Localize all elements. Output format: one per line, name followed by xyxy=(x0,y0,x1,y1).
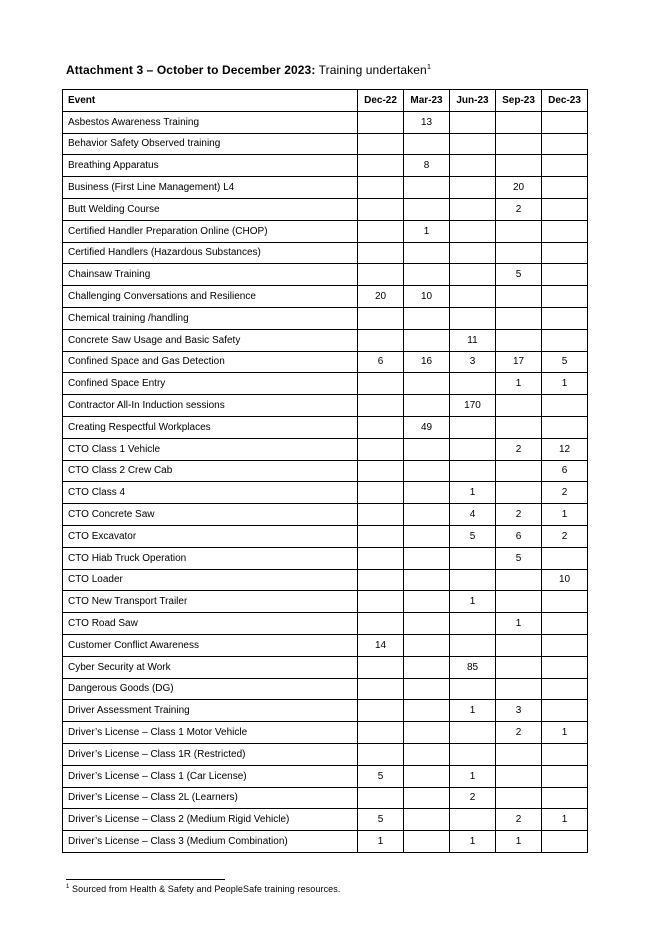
table-row xyxy=(63,831,588,853)
value-cell xyxy=(358,264,404,286)
table-row xyxy=(63,242,588,264)
value-cell xyxy=(404,547,450,569)
table-row xyxy=(63,569,588,591)
value-cell: 12 xyxy=(542,438,588,460)
value-cell xyxy=(450,460,496,482)
value-cell xyxy=(450,809,496,831)
value-cell xyxy=(450,569,496,591)
value-cell xyxy=(496,656,542,678)
value-cell: 5 xyxy=(358,809,404,831)
table-row xyxy=(63,656,588,678)
value-cell xyxy=(496,220,542,242)
value-cell xyxy=(358,155,404,177)
value-cell xyxy=(496,787,542,809)
value-cell xyxy=(496,416,542,438)
value-cell xyxy=(358,743,404,765)
table-row xyxy=(63,220,588,242)
value-cell xyxy=(404,373,450,395)
event-cell: Driver’s License – Class 1 (Car License) xyxy=(63,765,358,787)
value-cell xyxy=(542,787,588,809)
table-row xyxy=(63,809,588,831)
event-cell: Driver Assessment Training xyxy=(63,700,358,722)
value-cell xyxy=(358,177,404,199)
value-cell: 17 xyxy=(496,351,542,373)
value-cell xyxy=(542,831,588,853)
value-cell: 2 xyxy=(496,809,542,831)
event-cell: CTO Class 1 Vehicle xyxy=(63,438,358,460)
value-cell: 1 xyxy=(358,831,404,853)
value-cell xyxy=(450,198,496,220)
value-cell xyxy=(450,286,496,308)
value-cell: 6 xyxy=(358,351,404,373)
value-cell xyxy=(496,286,542,308)
table-row xyxy=(63,395,588,417)
value-cell xyxy=(404,198,450,220)
value-cell xyxy=(496,111,542,133)
value-cell: 10 xyxy=(404,286,450,308)
value-cell xyxy=(450,155,496,177)
event-cell: CTO Concrete Saw xyxy=(63,504,358,526)
value-cell xyxy=(404,307,450,329)
value-cell xyxy=(542,700,588,722)
footnote-text xyxy=(66,884,340,894)
value-cell: 5 xyxy=(450,525,496,547)
value-cell xyxy=(450,133,496,155)
value-cell xyxy=(404,678,450,700)
value-cell xyxy=(450,613,496,635)
value-cell xyxy=(358,787,404,809)
value-cell xyxy=(358,656,404,678)
column-header-sep23: Sep-23 xyxy=(496,90,542,112)
column-header-mar23: Mar-23 xyxy=(404,90,450,112)
event-cell: Concrete Saw Usage and Basic Safety xyxy=(63,329,358,351)
value-cell: 85 xyxy=(450,656,496,678)
event-cell: Certified Handlers (Hazardous Substances) xyxy=(63,242,358,264)
value-cell: 1 xyxy=(450,700,496,722)
value-cell: 20 xyxy=(358,286,404,308)
value-cell xyxy=(404,133,450,155)
table-row xyxy=(63,286,588,308)
value-cell xyxy=(542,395,588,417)
value-cell xyxy=(542,177,588,199)
value-cell xyxy=(542,613,588,635)
table-row xyxy=(63,591,588,613)
value-cell: 20 xyxy=(496,177,542,199)
value-cell: 2 xyxy=(542,525,588,547)
value-cell xyxy=(358,504,404,526)
value-cell xyxy=(542,198,588,220)
value-cell xyxy=(404,787,450,809)
value-cell: 49 xyxy=(404,416,450,438)
event-cell: Chainsaw Training xyxy=(63,264,358,286)
value-cell xyxy=(450,307,496,329)
value-cell xyxy=(404,264,450,286)
value-cell xyxy=(404,395,450,417)
value-cell xyxy=(450,743,496,765)
footnote-body: Sourced from Health & Safety and PeopleSafe training resources. xyxy=(69,884,341,894)
value-cell: 1 xyxy=(404,220,450,242)
table-row xyxy=(63,155,588,177)
event-cell: Chemical training /handling xyxy=(63,307,358,329)
value-cell xyxy=(358,307,404,329)
value-cell xyxy=(542,111,588,133)
value-cell: 2 xyxy=(542,482,588,504)
value-cell xyxy=(358,416,404,438)
value-cell: 2 xyxy=(496,504,542,526)
value-cell xyxy=(358,591,404,613)
value-cell xyxy=(496,765,542,787)
value-cell xyxy=(450,547,496,569)
event-cell: CTO New Transport Trailer xyxy=(63,591,358,613)
table-row xyxy=(63,329,588,351)
value-cell: 1 xyxy=(542,722,588,744)
value-cell xyxy=(450,438,496,460)
event-cell: Breathing Apparatus xyxy=(63,155,358,177)
value-cell xyxy=(404,591,450,613)
value-cell: 5 xyxy=(496,547,542,569)
value-cell xyxy=(542,155,588,177)
footnote-separator xyxy=(66,879,225,880)
column-header-event: Event xyxy=(63,90,358,112)
table-row xyxy=(63,722,588,744)
event-cell: Driver’s License – Class 1R (Restricted) xyxy=(63,743,358,765)
value-cell: 1 xyxy=(496,831,542,853)
event-cell: Confined Space Entry xyxy=(63,373,358,395)
event-cell: Butt Welding Course xyxy=(63,198,358,220)
value-cell xyxy=(496,591,542,613)
value-cell xyxy=(496,482,542,504)
event-cell: Creating Respectful Workplaces xyxy=(63,416,358,438)
value-cell xyxy=(450,722,496,744)
value-cell xyxy=(450,220,496,242)
value-cell xyxy=(404,743,450,765)
value-cell: 2 xyxy=(450,787,496,809)
value-cell xyxy=(358,242,404,264)
table-row xyxy=(63,678,588,700)
value-cell xyxy=(542,220,588,242)
value-cell: 1 xyxy=(496,373,542,395)
value-cell xyxy=(542,133,588,155)
page-title-bold: Attachment 3 – October to December 2023: xyxy=(66,63,316,77)
table-row xyxy=(63,743,588,765)
value-cell: 1 xyxy=(450,831,496,853)
value-cell xyxy=(450,416,496,438)
value-cell: 2 xyxy=(496,722,542,744)
table-row xyxy=(63,264,588,286)
value-cell xyxy=(542,591,588,613)
table-row xyxy=(63,198,588,220)
value-cell xyxy=(358,722,404,744)
value-cell xyxy=(404,613,450,635)
value-cell xyxy=(542,264,588,286)
value-cell xyxy=(404,177,450,199)
value-cell xyxy=(404,569,450,591)
event-cell: Dangerous Goods (DG) xyxy=(63,678,358,700)
table-body xyxy=(63,111,588,852)
event-cell: Certified Handler Preparation Online (CHOP) xyxy=(63,220,358,242)
column-header-dec22: Dec-22 xyxy=(358,90,404,112)
value-cell xyxy=(358,569,404,591)
value-cell xyxy=(358,460,404,482)
value-cell xyxy=(542,286,588,308)
event-cell: Customer Conflict Awareness xyxy=(63,634,358,656)
value-cell xyxy=(358,373,404,395)
value-cell xyxy=(542,678,588,700)
table-row xyxy=(63,525,588,547)
event-cell: Driver’s License – Class 1 Motor Vehicle xyxy=(63,722,358,744)
value-cell xyxy=(404,765,450,787)
value-cell: 16 xyxy=(404,351,450,373)
value-cell xyxy=(450,264,496,286)
value-cell xyxy=(542,656,588,678)
value-cell xyxy=(450,242,496,264)
value-cell xyxy=(358,678,404,700)
value-cell xyxy=(542,765,588,787)
value-cell xyxy=(496,242,542,264)
value-cell: 5 xyxy=(358,765,404,787)
value-cell xyxy=(542,743,588,765)
value-cell xyxy=(358,547,404,569)
value-cell: 2 xyxy=(496,438,542,460)
table-row xyxy=(63,547,588,569)
value-cell xyxy=(542,547,588,569)
page-title xyxy=(66,63,431,77)
value-cell xyxy=(404,460,450,482)
value-cell xyxy=(404,242,450,264)
value-cell: 3 xyxy=(450,351,496,373)
value-cell xyxy=(404,329,450,351)
value-cell xyxy=(358,329,404,351)
value-cell xyxy=(358,482,404,504)
value-cell xyxy=(404,809,450,831)
table-header-row xyxy=(63,90,588,112)
footnote-marker: 1 xyxy=(66,884,70,890)
value-cell xyxy=(358,525,404,547)
value-cell xyxy=(450,177,496,199)
value-cell: 5 xyxy=(496,264,542,286)
value-cell: 2 xyxy=(496,198,542,220)
event-cell: Challenging Conversations and Resilience xyxy=(63,286,358,308)
value-cell xyxy=(542,307,588,329)
value-cell xyxy=(542,242,588,264)
value-cell xyxy=(542,416,588,438)
value-cell: 1 xyxy=(450,591,496,613)
value-cell xyxy=(404,438,450,460)
value-cell: 11 xyxy=(450,329,496,351)
table-row xyxy=(63,460,588,482)
value-cell xyxy=(358,613,404,635)
value-cell xyxy=(496,743,542,765)
value-cell xyxy=(496,395,542,417)
column-header-jun23: Jun-23 xyxy=(450,90,496,112)
value-cell: 1 xyxy=(450,765,496,787)
value-cell xyxy=(358,198,404,220)
table-row xyxy=(63,504,588,526)
value-cell: 6 xyxy=(542,460,588,482)
event-cell: Contractor All-In Induction sessions xyxy=(63,395,358,417)
event-cell: Behavior Safety Observed training xyxy=(63,133,358,155)
value-cell xyxy=(542,634,588,656)
value-cell: 1 xyxy=(496,613,542,635)
value-cell xyxy=(496,329,542,351)
value-cell xyxy=(450,634,496,656)
value-cell xyxy=(404,482,450,504)
table-row xyxy=(63,613,588,635)
value-cell xyxy=(358,395,404,417)
column-header-dec23: Dec-23 xyxy=(542,90,588,112)
value-cell: 1 xyxy=(542,373,588,395)
value-cell: 4 xyxy=(450,504,496,526)
value-cell xyxy=(358,111,404,133)
event-cell: CTO Class 2 Crew Cab xyxy=(63,460,358,482)
table-row xyxy=(63,307,588,329)
value-cell xyxy=(496,678,542,700)
table-row xyxy=(63,438,588,460)
event-cell: Asbestos Awareness Training xyxy=(63,111,358,133)
value-cell xyxy=(358,220,404,242)
table-row xyxy=(63,482,588,504)
page-title-regular: Training undertaken xyxy=(315,63,427,77)
value-cell xyxy=(358,700,404,722)
table-row xyxy=(63,133,588,155)
value-cell: 10 xyxy=(542,569,588,591)
value-cell xyxy=(450,373,496,395)
value-cell xyxy=(404,656,450,678)
training-table xyxy=(62,89,588,853)
value-cell xyxy=(358,133,404,155)
value-cell: 13 xyxy=(404,111,450,133)
value-cell: 170 xyxy=(450,395,496,417)
table-row xyxy=(63,634,588,656)
table-row xyxy=(63,765,588,787)
table-row xyxy=(63,111,588,133)
table-row xyxy=(63,177,588,199)
value-cell xyxy=(404,700,450,722)
value-cell xyxy=(404,722,450,744)
table-row xyxy=(63,416,588,438)
value-cell xyxy=(496,569,542,591)
event-cell: Cyber Security at Work xyxy=(63,656,358,678)
event-cell: CTO Excavator xyxy=(63,525,358,547)
table-row xyxy=(63,373,588,395)
table-row xyxy=(63,700,588,722)
value-cell: 1 xyxy=(450,482,496,504)
event-cell: CTO Loader xyxy=(63,569,358,591)
event-cell: CTO Hiab Truck Operation xyxy=(63,547,358,569)
value-cell xyxy=(404,634,450,656)
value-cell xyxy=(404,504,450,526)
value-cell: 1 xyxy=(542,809,588,831)
value-cell: 1 xyxy=(542,504,588,526)
event-cell: Driver’s License – Class 2L (Learners) xyxy=(63,787,358,809)
value-cell xyxy=(496,133,542,155)
table-row xyxy=(63,787,588,809)
event-cell: Confined Space and Gas Detection xyxy=(63,351,358,373)
value-cell: 6 xyxy=(496,525,542,547)
value-cell xyxy=(496,460,542,482)
value-cell xyxy=(496,307,542,329)
table-row xyxy=(63,351,588,373)
value-cell: 14 xyxy=(358,634,404,656)
value-cell: 3 xyxy=(496,700,542,722)
value-cell xyxy=(358,438,404,460)
event-cell: Business (First Line Management) L4 xyxy=(63,177,358,199)
event-cell: Driver’s License – Class 2 (Medium Rigid Vehicle) xyxy=(63,809,358,831)
value-cell xyxy=(450,111,496,133)
value-cell xyxy=(542,329,588,351)
value-cell xyxy=(404,525,450,547)
value-cell: 5 xyxy=(542,351,588,373)
value-cell xyxy=(404,831,450,853)
event-cell: Driver’s License – Class 3 (Medium Combination) xyxy=(63,831,358,853)
value-cell: 8 xyxy=(404,155,450,177)
event-cell: CTO Class 4 xyxy=(63,482,358,504)
value-cell xyxy=(496,634,542,656)
page-title-footnote-ref: 1 xyxy=(426,62,432,71)
value-cell xyxy=(450,678,496,700)
event-cell: CTO Road Saw xyxy=(63,613,358,635)
value-cell xyxy=(496,155,542,177)
